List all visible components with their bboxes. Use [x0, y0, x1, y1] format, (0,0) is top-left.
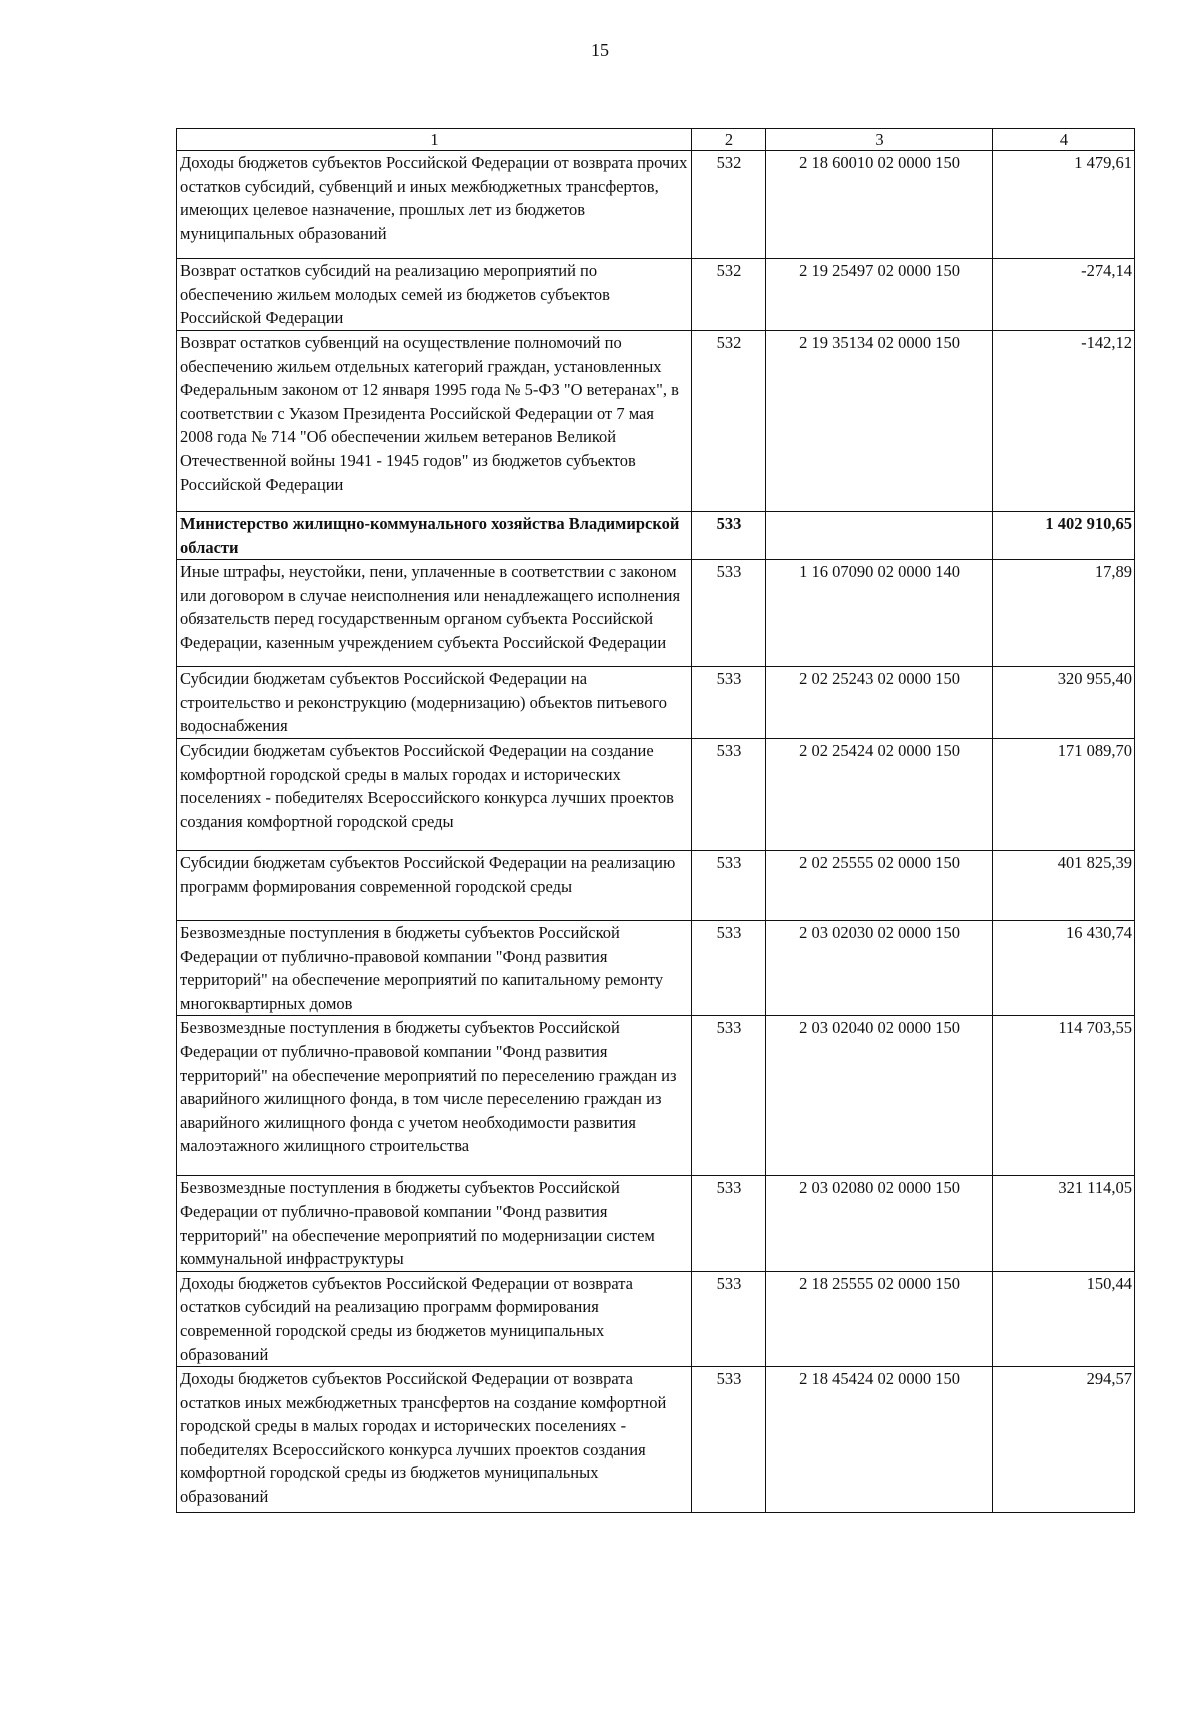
budget-code-cell: 2 03 02040 02 0000 150	[766, 1016, 993, 1176]
table-row	[177, 560, 1135, 667]
table-row	[177, 738, 1135, 850]
budget-code-cell: 2 18 25555 02 0000 150	[766, 1271, 993, 1366]
column-header-2: 2	[692, 129, 766, 151]
admin-code-cell: 533	[692, 512, 766, 560]
name-cell: Министерство жилищно-коммунального хозяйства Владимирской области	[177, 512, 692, 560]
admin-code-cell: 533	[692, 920, 766, 1015]
table-row	[177, 1367, 1135, 1513]
budget-code-cell: 2 02 25555 02 0000 150	[766, 850, 993, 920]
name-cell: Субсидии бюджетам субъектов Российской Федерации на строительство и реконструкцию (модернизацию) объектов питьевого водоснабжения	[177, 667, 692, 739]
table-row	[177, 151, 1135, 259]
budget-code-cell: 2 02 25424 02 0000 150	[766, 738, 993, 850]
admin-code-cell: 533	[692, 1176, 766, 1271]
budget-code-cell: 1 16 07090 02 0000 140	[766, 560, 993, 667]
amount-cell: 17,89	[993, 560, 1135, 667]
name-cell: Субсидии бюджетам субъектов Российской Федерации на создание комфортной городской среды в малых городах и исторических поселениях - победителях Всероссийского конкурса лучших проектов создания комфортной городской среды	[177, 738, 692, 850]
name-cell: Безвозмездные поступления в бюджеты субъектов Российской Федерации от публично-правовой компании "Фонд развития территорий" на обеспечение мероприятий по переселению граждан из аварийного жилищного фонда, в том числе переселению граждан из аварийного жилищного фонда с учетом необходимости развития малоэтажного жилищного строительства	[177, 1016, 692, 1176]
amount-cell: -274,14	[993, 259, 1135, 331]
ministry-row	[177, 512, 1135, 560]
budget-code-cell: 2 02 25243 02 0000 150	[766, 667, 993, 739]
budget-code-cell: 2 03 02080 02 0000 150	[766, 1176, 993, 1271]
budget-code-cell: 2 19 35134 02 0000 150	[766, 331, 993, 512]
column-header-1: 1	[177, 129, 692, 151]
amount-cell: 294,57	[993, 1367, 1135, 1513]
admin-code-cell: 533	[692, 1367, 766, 1513]
amount-cell: 1 479,61	[993, 151, 1135, 259]
name-cell: Доходы бюджетов субъектов Российской Федерации от возврата остатков субсидий на реализацию программ формирования современной городской среды из бюджетов муниципальных образований	[177, 1271, 692, 1366]
admin-code-cell: 532	[692, 331, 766, 512]
table-row	[177, 1176, 1135, 1271]
name-cell: Иные штрафы, неустойки, пени, уплаченные в соответствии с законом или договором в случае неисполнения или ненадлежащего исполнения обязательств перед государственным органом субъекта Российской Федерации, казенным учреждением субъекта Российской Федерации	[177, 560, 692, 667]
amount-cell: 401 825,39	[993, 850, 1135, 920]
admin-code-cell: 533	[692, 1271, 766, 1366]
table-row	[177, 1016, 1135, 1176]
admin-code-cell: 533	[692, 1016, 766, 1176]
name-cell: Возврат остатков субвенций на осуществление полномочий по обеспечению жильем отдельных категорий граждан, установленных Федеральным законом от 12 января 1995 года № 5-ФЗ "О ветеранах", в соответствии с Указом Президента Российской Федерации от 7 мая 2008 года № 714 "Об обеспечении жильем ветеранов Великой Отечественной войны 1941 - 1945 годов" из бюджетов субъектов Российской Федерации	[177, 331, 692, 512]
table-row	[177, 259, 1135, 331]
budget-code-cell: 2 03 02030 02 0000 150	[766, 920, 993, 1015]
amount-cell: 320 955,40	[993, 667, 1135, 739]
admin-code-cell: 533	[692, 738, 766, 850]
revenue-table	[176, 128, 1135, 1513]
table-header-row	[177, 129, 1135, 151]
admin-code-cell: 533	[692, 667, 766, 739]
budget-code-cell: 2 19 25497 02 0000 150	[766, 259, 993, 331]
table-row	[177, 667, 1135, 739]
name-cell: Доходы бюджетов субъектов Российской Федерации от возврата остатков иных межбюджетных трансфертов на создание комфортной городской среды в малых городах и исторических поселениях - победителях Всероссийского конкурса лучших проектов создания комфортной городской среды из бюджетов муниципальных образований	[177, 1367, 692, 1513]
admin-code-cell: 532	[692, 151, 766, 259]
amount-cell: -142,12	[993, 331, 1135, 512]
admin-code-cell: 532	[692, 259, 766, 331]
table-row	[177, 850, 1135, 920]
column-header-4: 4	[993, 129, 1135, 151]
table-row	[177, 331, 1135, 512]
amount-cell: 16 430,74	[993, 920, 1135, 1015]
name-cell: Доходы бюджетов субъектов Российской Федерации от возврата прочих остатков субсидий, субвенций и иных межбюджетных трансфертов, имеющих целевое назначение, прошлых лет из бюджетов муниципальных образований	[177, 151, 692, 259]
admin-code-cell: 533	[692, 850, 766, 920]
table-body	[177, 151, 1135, 1513]
name-cell: Безвозмездные поступления в бюджеты субъектов Российской Федерации от публично-правовой компании "Фонд развития территорий" на обеспечение мероприятий по капитальному ремонту многоквартирных домов	[177, 920, 692, 1015]
page-number: 15	[591, 40, 609, 60]
table-row	[177, 1271, 1135, 1366]
amount-cell: 1 402 910,65	[993, 512, 1135, 560]
admin-code-cell: 533	[692, 560, 766, 667]
column-header-3: 3	[766, 129, 993, 151]
budget-code-cell: 2 18 45424 02 0000 150	[766, 1367, 993, 1513]
name-cell: Безвозмездные поступления в бюджеты субъектов Российской Федерации от публично-правовой компании "Фонд развития территорий" на обеспечение мероприятий по модернизации систем коммунальной инфраструктуры	[177, 1176, 692, 1271]
amount-cell: 321 114,05	[993, 1176, 1135, 1271]
amount-cell: 150,44	[993, 1271, 1135, 1366]
amount-cell: 114 703,55	[993, 1016, 1135, 1176]
table-row	[177, 920, 1135, 1015]
amount-cell: 171 089,70	[993, 738, 1135, 850]
name-cell: Субсидии бюджетам субъектов Российской Федерации на реализацию программ формирования современной городской среды	[177, 850, 692, 920]
name-cell: Возврат остатков субсидий на реализацию мероприятий по обеспечению жильем молодых семей из бюджетов субъектов Российской Федерации	[177, 259, 692, 331]
budget-code-cell	[766, 512, 993, 560]
budget-code-cell: 2 18 60010 02 0000 150	[766, 151, 993, 259]
